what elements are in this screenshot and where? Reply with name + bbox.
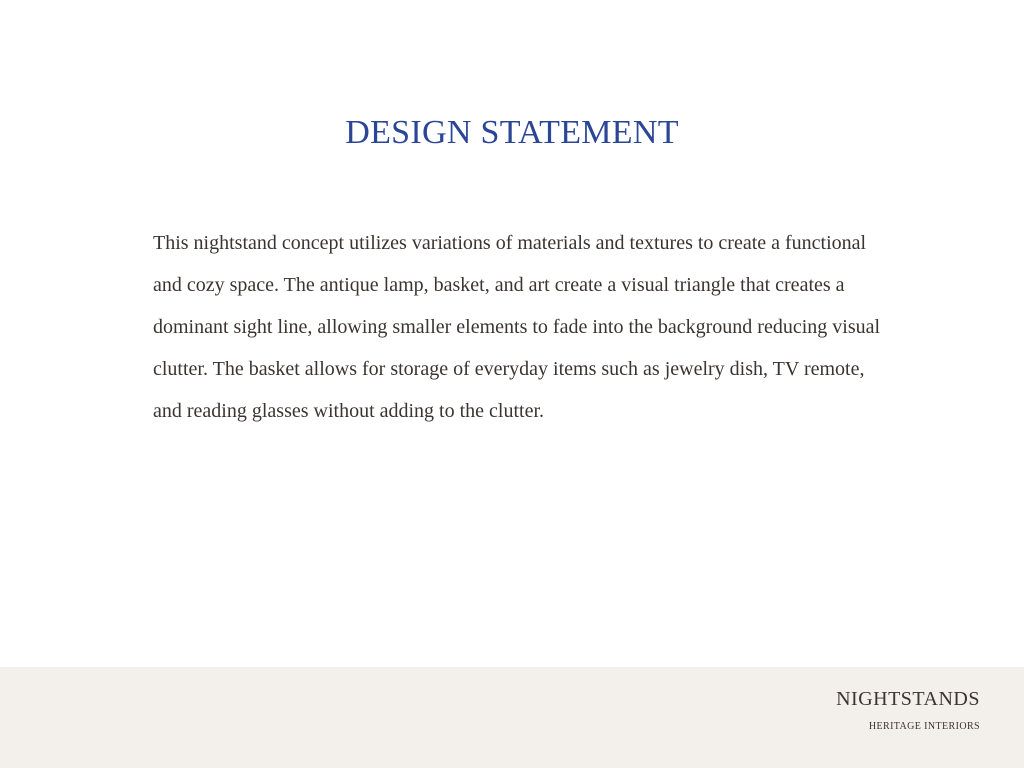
footer-bar [0, 667, 1024, 768]
footer-subtitle: HERITAGE INTERIORS [868, 721, 980, 732]
design-statement-text: This nightstand concept utilizes variations of materials and textures to create a functional and cozy space. The antique lamp, basket, and art create a visual triangle that creates a dominant sight line, allowing smaller elements to fade into the background reducing visual clutter. The basket allows for storage of everyday items such as jewelry dish, TV remote, and reading glasses without adding to the clutter. [153, 232, 881, 422]
footer-title: NIGHTSTANDS [836, 688, 980, 710]
slide-title: DESIGN STATEMENT [345, 114, 679, 151]
